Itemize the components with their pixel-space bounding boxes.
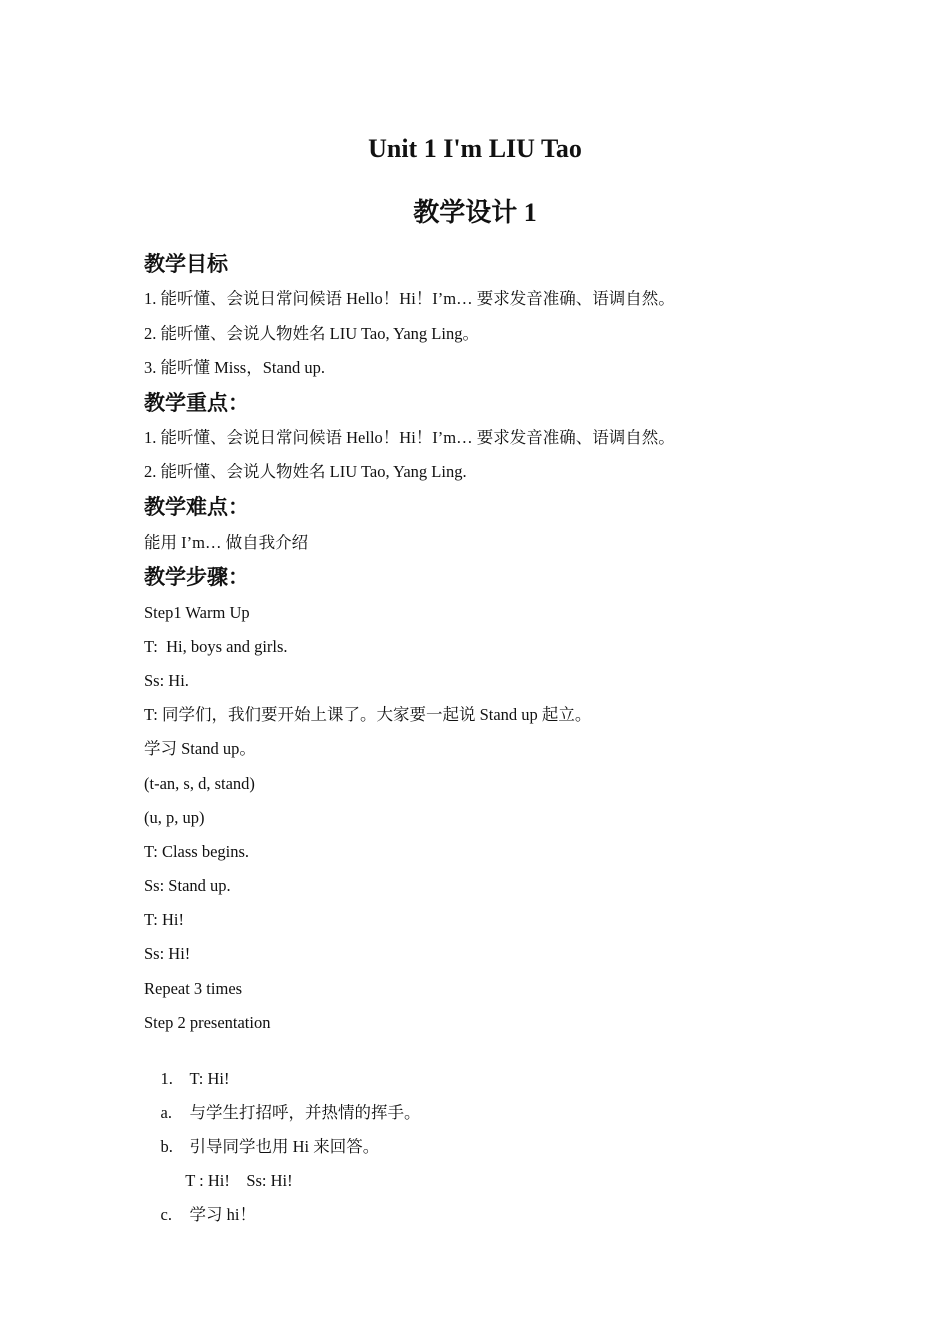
key-points-heading: 教学重点： [144,391,249,415]
step-line: T: Hi, boys and girls. [144,637,288,656]
step-line: (t-an, s, d, stand) [144,774,255,793]
list-item-text: 与学生打招呼，并热情的挥手。 [189,1103,421,1122]
steps-heading: 教学步骤： [144,565,249,589]
document-title: Unit 1 I'm LIU Tao [368,134,582,163]
objective-item: 1. 能听懂、会说日常问候语 Hello！Hi！I’m… 要求发音准确、语调自然。 [144,289,675,308]
step-line: Repeat 3 times [144,979,243,998]
difficulty-item: 能用 I’m… 做自我介绍 [144,533,309,552]
step-line: Step1 Warm Up [144,603,250,622]
step-line: 学习 Stand up。 [144,739,256,758]
list-item-label: b. [160,1137,173,1156]
list-item-label: c. [160,1205,172,1224]
document-subtitle: 教学设计 1 [413,198,537,227]
objectives-heading: 教学目标 [144,252,228,276]
key-point-item: 2. 能听懂、会说人物姓名 LIU Tao, Yang Ling. [144,462,467,481]
list-item-label: a. [160,1103,172,1122]
objective-item: 3. 能听懂 Miss，Stand up. [144,358,326,377]
list-item-text: 学习 hi！ [189,1205,256,1224]
list-item-label: 1. [160,1069,173,1088]
step-line: Ss: Hi. [144,671,189,690]
step-line: (u, p, up) [144,808,205,827]
key-point-item: 1. 能听懂、会说日常问候语 Hello！Hi！I’m… 要求发音准确、语调自然。 [144,428,675,447]
step-line: Ss: Stand up. [144,876,231,895]
step-line: T: Hi! [144,910,184,929]
list-item-text: T: Hi! [189,1069,230,1088]
step-line: T: 同学们，我们要开始上课了。大家要一起说 Stand up 起立。 [144,705,592,724]
list-item [144,1182,256,1248]
step-line: Ss: Hi! [144,944,191,963]
difficulties-heading: 教学难点： [144,495,249,519]
list-item-text: T : Hi! Ss: Hi! [185,1171,293,1190]
objective-item: 2. 能听懂、会说人物姓名 LIU Tao, Yang Ling。 [144,324,479,343]
step-line: Step 2 presentation [144,1013,271,1032]
list-item-text: 引导同学也用 Hi 来回答。 [189,1137,380,1156]
step-line: T: Class begins. [144,842,250,861]
